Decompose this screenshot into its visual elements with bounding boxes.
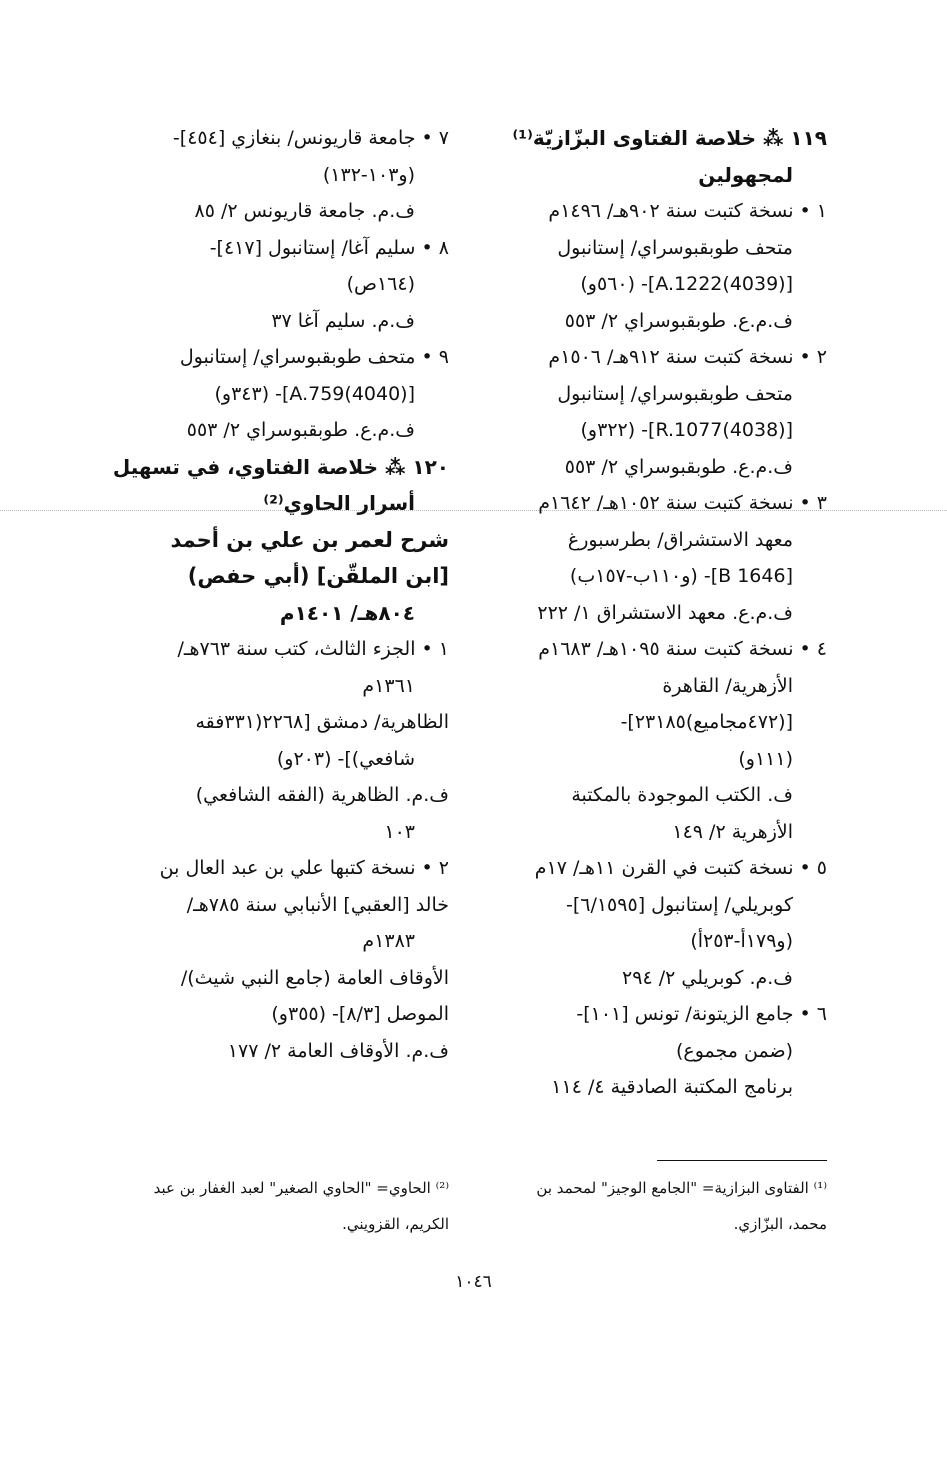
right-column-line: ف.م.ع. طوبقبوسراي ٢/ ٥٥٣ [564,455,793,478]
left-column-line: ٨٠٤هـ/ ١٤٠١م [279,600,415,625]
left-column-line: (و١٠٣-١٣٢) [322,163,415,186]
left-column-line: خالد [العقبي] الأنبابي سنة ٧٨٥هـ/ [186,893,449,916]
left-column-line: ٨ • سليم آغا/ إستانبول [٤١٧]- [209,236,449,259]
left-column-line: ف.م. الظاهرية (الفقه الشافعي) [195,784,449,806]
right-column-line: معهد الاستشراق/ بطرسبورغ [567,528,793,551]
left-column-line: ٧ • جامعة قاريونس/ بنغازي [٤٥٤]- [172,127,449,149]
right-column-line: لمجهولين [698,162,793,187]
right-column-line: (و١٧٩أ-٢٥٣أ) [690,930,793,952]
right-column-line: ٢ • نسخة كتبت سنة ٩١٢هـ/ ١٥٠٦م [548,346,827,368]
left-column-line: الموصل [٨/٣]- (٣٥٥و) [271,1003,449,1025]
right-column-line: ف.م.ع. طوبقبوسراي ٢/ ٥٥٣ [564,309,793,332]
right-column-line: ٥ • نسخة كتبت في القرن ١١هـ/ ١٧م [534,857,827,879]
left-column-line: ٢ • نسخة كتبها علي بن عبد العال بن [159,857,449,879]
footnote-rule-right [657,1160,827,1161]
left-column-line: [(4040)A.759]- (٣٤٣و) [214,382,415,405]
right-column-line: ٦ • جامع الزيتونة/ تونس [١٠١]- [576,1003,827,1025]
left-column-line: (١٦٤ص) [346,273,415,295]
right-column-line: (١١١و) [738,747,793,770]
right-column-line: [(٤٧٢مجاميع)٢٣١٨٥]- [620,711,793,733]
right-column-line: ف.م. كوبريلي ٢/ ٢٩٤ [622,966,793,989]
left-column-line: ف.م. سليم آغا ٣٧ [271,309,415,332]
right-column [487,120,827,1106]
left-column-line: ١٣٨٣م [362,930,415,952]
right-column-line: متحف طوبقبوسراي/ إستانبول [557,382,793,405]
footnote-right [487,1170,827,1242]
right-column-line: ٤ • نسخة كتبت سنة ١٠٩٥هـ/ ١٦٨٣م [538,638,827,660]
left-column-line: ١ • الجزء الثالث، كتب سنة ٧٦٣هـ/ [177,638,449,660]
left-column-line: [ابن الملقّن] (أبي حفص) [187,564,449,588]
footnote-right-line2: محمد، البزّازي. [733,1215,827,1233]
right-column-line: [B 1646]- (و١١٠ب-١٥٧ب) [569,565,793,587]
right-column-line: الأزهرية ٢/ ١٤٩ [672,820,793,843]
left-column-line: شافعي)]- (٢٠٣و) [276,747,415,770]
left-column-line: شرح لعمر بن علي بن أحمد [170,527,449,552]
footnote-right-line1: ⁽¹⁾ الفتاوى البزازية= "الجامع الوجيز" لمحمد بن [536,1179,827,1197]
right-column-line: ١١٩ ⁂ خلاصة الفتاوى البزّازيّة⁽¹⁾ [512,126,827,150]
left-column-line: ف.م.ع. طوبقبوسراي ٢/ ٥٥٣ [186,419,415,441]
left-column-line: ف.م. الأوقاف العامة ٢/ ١٧٧ [227,1039,449,1062]
right-column-line: (ضمن مجموع) [675,1039,793,1062]
page-number: ١٠٤٦ [455,1272,492,1292]
left-column [109,120,449,1069]
footnote-left-line1: ⁽²⁾ الحاوي= "الحاوي الصغير" لعبد الغفار بن عبد [153,1179,449,1197]
left-column-line: ١٠٣ [384,820,415,843]
footnote-left-line2: الكريم، القزويني. [342,1215,449,1233]
footnote-left [109,1170,449,1242]
left-column-line: ١٣٦١م [362,674,415,697]
right-column-line: متحف طوبقبوسراي/ إستانبول [557,236,793,259]
right-column-line: كوبريلي/ إستانبول [٦/١٥٩٥]- [565,893,793,916]
right-column-line: ٣ • نسخة كتبت سنة ١٠٥٢هـ/ ١٦٤٢م [538,492,827,514]
left-column-line: ١٢٠ ⁂ خلاصة الفتاوي، في تسهيل [112,454,449,479]
left-column-line: ٩ • متحف طوبقبوسراي/ إستانبول [179,346,449,368]
right-column-line: ف. الكتب الموجودة بالمكتبة [571,784,793,806]
right-column-line: [(4038)R.1077]- (٣٢٢و) [580,419,793,441]
right-column-line: برنامج المكتبة الصادقية ٤/ ١١٤ [551,1076,793,1098]
left-column-line: أسرار الحاوي⁽²⁾ [263,491,415,515]
right-column-line: [(4039)A.1222]- (٥٦٠و) [580,273,793,295]
left-column-line: ف.م. جامعة قاريونس ٢/ ٨٥ [194,200,415,222]
right-column-line: ١ • نسخة كتبت سنة ٩٠٢هـ/ ١٤٩٦م [548,200,827,222]
right-column-line: الأزهرية/ القاهرة [662,674,793,697]
right-column-line: ف.م.ع. معهد الاستشراق ١/ ٢٢٢ [537,601,793,624]
left-column-line: الظاهرية/ دمشق [٢٢٦٨(٣٣١فقه [195,711,449,733]
left-column-line: الأوقاف العامة (جامع النبي شيث)/ [180,966,449,989]
